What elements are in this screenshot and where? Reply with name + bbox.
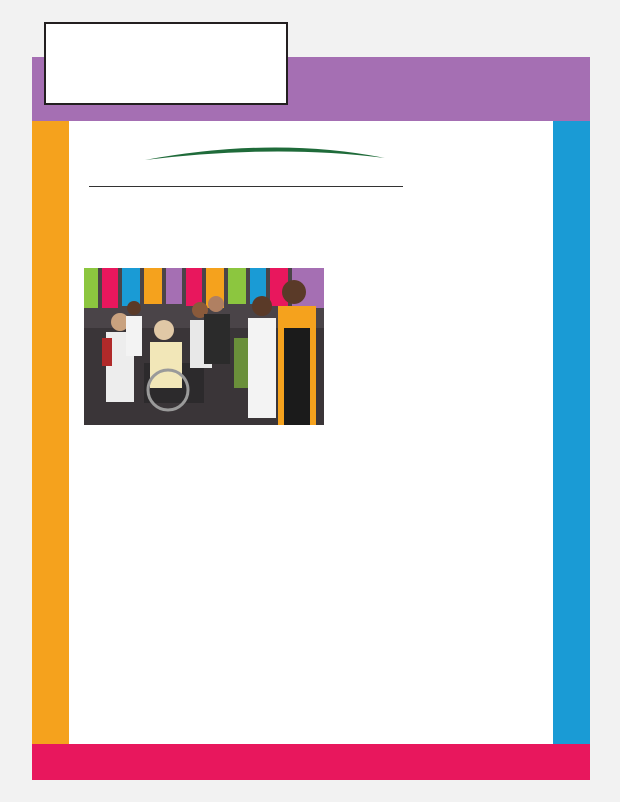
orange-side-bar xyxy=(32,121,69,780)
logo-rule xyxy=(89,186,403,187)
blue-side-bar xyxy=(553,121,590,780)
article-body xyxy=(84,476,554,494)
neighbor-newspapers-logo xyxy=(85,140,405,198)
young-chefs-academy-logo xyxy=(44,22,288,105)
classroom-photo-icon xyxy=(84,268,324,425)
article-photo xyxy=(84,268,324,425)
pink-bottom-bar xyxy=(32,744,590,780)
logo-swoosh-icon xyxy=(85,140,405,162)
